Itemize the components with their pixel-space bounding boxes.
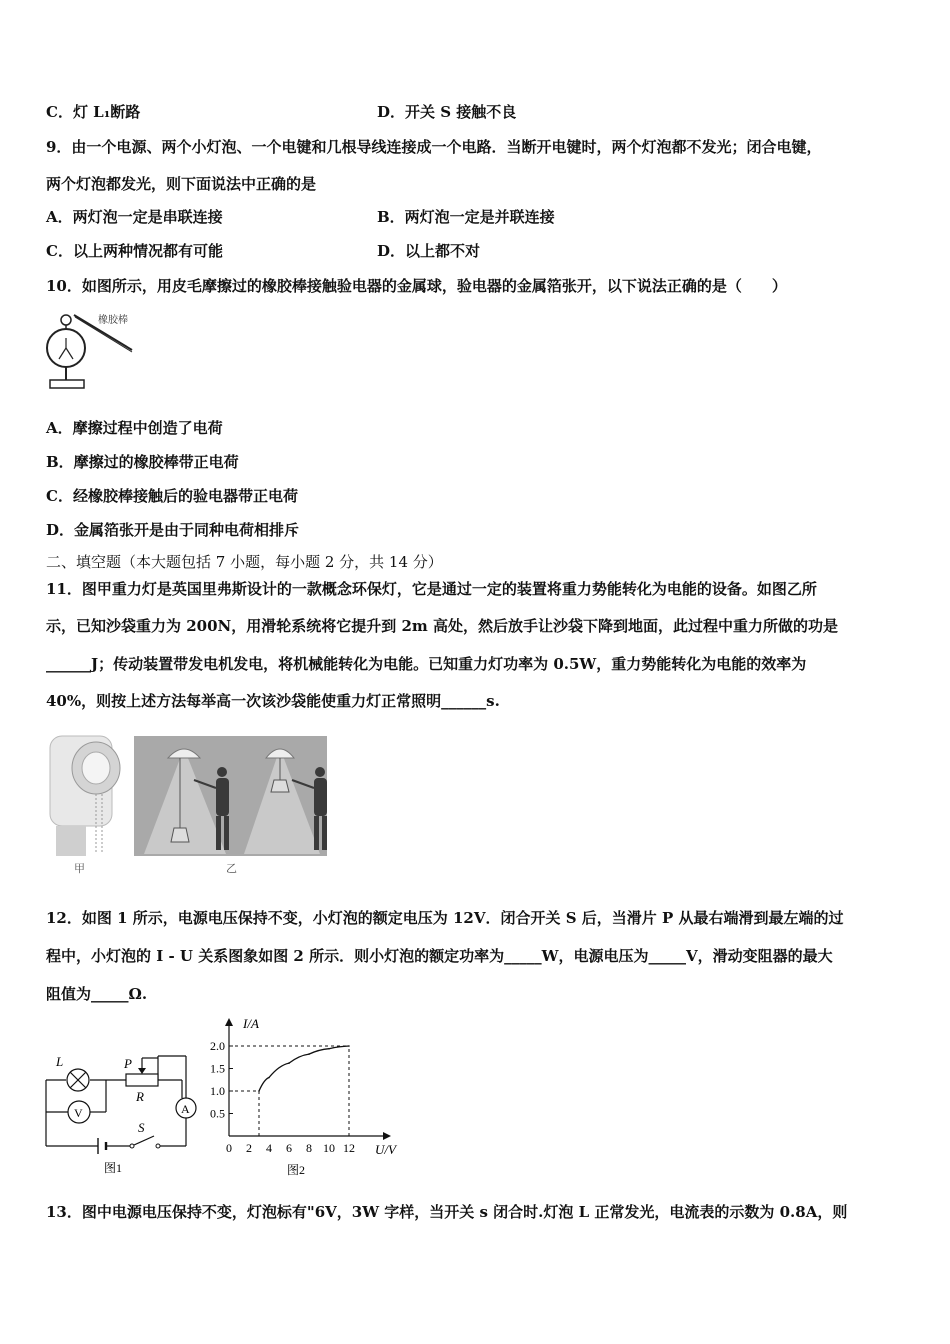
q10-stem: 10．如图所示，用皮毛摩擦过的橡胶棒接触验电器的金属球，验电器的金属箔张开，以下说法正确的是（ ）: [46, 277, 787, 295]
y-axis-arrow: [225, 1018, 233, 1026]
label-S: S: [138, 1120, 145, 1135]
q9-option-a: A．两灯泡一定是串联连接: [46, 208, 223, 226]
q12-stem-line1: 12．如图 1 所示，电源电压保持不变，小灯泡的额定电压为 12V．闭合开关 S 后，当滑片 P 从最右端滑到最左端的过: [46, 909, 844, 927]
y-axis-label: I/A: [243, 1016, 259, 1031]
q11-stem-line1: 11．图甲重力灯是英国里弗斯设计的一款概念环保灯，它是通过一定的装置将重力势能转化为电能的设备。如图乙所: [46, 580, 817, 598]
label-V: V: [74, 1106, 83, 1120]
x-axis-arrow: [383, 1132, 391, 1140]
x-tick-label-2: 2: [246, 1141, 252, 1155]
data-point-0-1: [268, 1077, 270, 1079]
q10-option-c: C．经橡胶棒接触后的验电器带正电荷: [46, 487, 298, 505]
fig2-caption: 图2: [287, 1163, 306, 1177]
x-tick-label-6: 6: [286, 1141, 292, 1155]
y-tick-label-1.5: 1.5: [210, 1061, 225, 1076]
q9-stem-line2: 两个灯泡都发光，则下面说法中正确的是: [46, 175, 317, 193]
lamp-usage-image: [134, 736, 327, 875]
x-tick-label-0: 0: [226, 1141, 232, 1155]
q11-stem-line4: 40%，则按上述方法每举高一次该沙袋能使重力灯正常照明______s.: [46, 692, 500, 710]
q9-option-c: C．以上两种情况都有可能: [46, 242, 223, 260]
data-point-0-2: [288, 1062, 290, 1064]
y-tick-label-2.0: 2.0: [210, 1039, 225, 1053]
label-jia: 甲: [74, 863, 85, 875]
fig1-caption: 图1: [104, 1161, 123, 1175]
q8-option-d: D．开关 S 接触不良: [377, 103, 517, 121]
x-tick-label-12: 12: [343, 1141, 355, 1155]
iu-chart: [205, 1012, 415, 1182]
electroscope-figure: [44, 308, 138, 394]
q10-option-b: B．摩擦过的橡胶棒带正电荷: [46, 453, 239, 471]
data-point-0-0: [258, 1090, 260, 1092]
data-point-0-4: [328, 1048, 330, 1050]
label-A: A: [181, 1102, 190, 1116]
data-point-0-5: [348, 1045, 350, 1047]
series-line-0: [259, 1046, 349, 1091]
label-P: P: [124, 1056, 132, 1071]
switch-symbol: [130, 1144, 134, 1148]
label-yi: 乙: [226, 863, 237, 875]
q9-option-b: B．两灯泡一定是并联连接: [377, 208, 555, 226]
data-point-0-3: [308, 1053, 310, 1055]
q11-stem-line2: 示，已知沙袋重力为 200N，用滑轮系统将它提升到 2m 高处，然后放手让沙袋下降到地面，此过程中重力所做的功是: [46, 617, 839, 635]
x-tick-label-8: 8: [306, 1141, 312, 1155]
x-axis-label: U/V: [375, 1142, 396, 1157]
q12-stem-line3: 阻值为_____Ω.: [46, 985, 148, 1003]
section-heading: 二、填空题（本大题包括 7 小题，每小题 2 分，共 14 分）: [46, 553, 443, 571]
rheostat-symbol: [126, 1074, 158, 1086]
q8-option-c: C．灯 L₁断路: [46, 103, 141, 121]
q12-stem-line2: 程中，小灯泡的 I - U 关系图象如图 2 所示．则小灯泡的额定功率为_____W，电源电压为_____V，滑动变阻器的最大: [46, 947, 833, 965]
label-R: R: [136, 1089, 144, 1104]
y-tick-label-0.5: 0.5: [210, 1106, 225, 1121]
q11-stem-line3: ______J；传动装置带发电机发电，将机械能转化为电能。已知重力灯功率为 0.5W，重力势能转化为电能的效率为: [46, 655, 807, 673]
label-L: L: [56, 1054, 64, 1069]
gravity-lamp-figure: [44, 728, 334, 880]
rubber-rod-label: 橡胶棒: [98, 315, 128, 326]
lamp-device-image: [50, 736, 120, 875]
circuit-diagram: [40, 1046, 210, 1178]
q9-stem-line1: 9．由一个电源、两个小灯泡、一个电键和几根导线连接成一个电路．当断开电键时，两个灯泡都不发光；闭合电键，: [46, 138, 822, 156]
q10-option-d: D．金属箔张开是由于同种电荷相排斥: [46, 521, 300, 539]
q13-stem-line1: 13．图中电源电压保持不变，灯泡标有"6V，3W 字样，当开关 s 闭合时.灯泡 L 正常发光，电流表的示数为 0.8A，则: [46, 1203, 848, 1221]
x-tick-label-4: 4: [266, 1141, 272, 1155]
y-tick-label-1.0: 1.0: [210, 1084, 225, 1098]
q9-option-d: D．以上都不对: [377, 242, 481, 260]
q10-option-a: A．摩擦过程中创造了电荷: [46, 419, 223, 437]
x-tick-label-10: 10: [323, 1141, 335, 1155]
